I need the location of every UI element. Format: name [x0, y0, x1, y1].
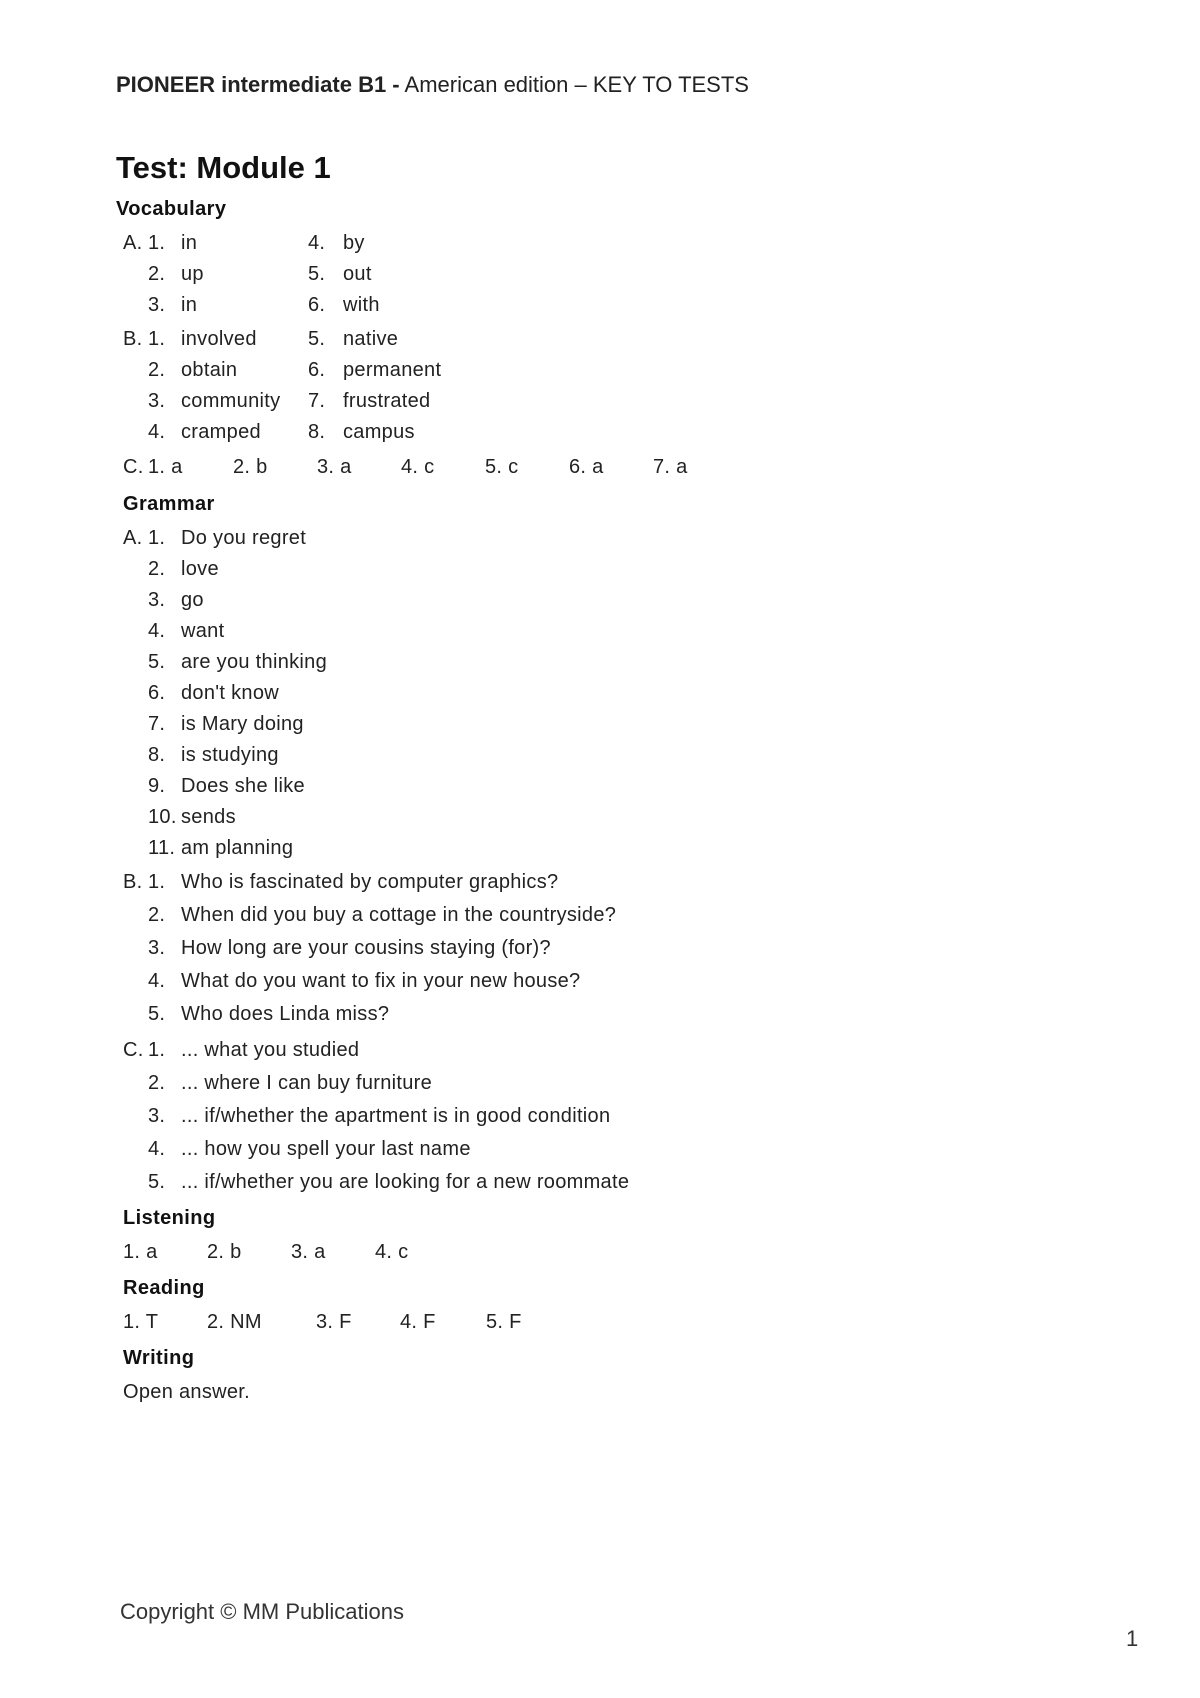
vocab-b-answer-3: community: [181, 390, 281, 412]
grammar-b-num-3: 3.: [148, 937, 166, 959]
grammar-b-answer-5: Who does Linda miss?: [181, 1003, 390, 1025]
vocab-b-answer-1: involved: [181, 328, 257, 350]
reading-answer-1: 1. T: [123, 1311, 159, 1333]
grammar-a-answer-3: go: [181, 589, 204, 611]
vocab-a-answer-4: by: [343, 232, 365, 254]
section-vocabulary-heading: Vocabulary: [116, 198, 227, 220]
vocab-a-num-4: 4.: [308, 232, 326, 254]
grammar-b-answer-4: What do you want to fix in your new house?: [181, 970, 581, 992]
vocab-b-num-7: 7.: [308, 390, 326, 412]
reading-answer-2: 2. NM: [207, 1311, 262, 1333]
vocab-c-answer-7: 7. a: [653, 456, 688, 478]
vocab-b-num-5: 5.: [308, 328, 326, 350]
grammar-a-num-5: 5.: [148, 651, 166, 673]
writing-answer: Open answer.: [123, 1381, 251, 1403]
page-number: 1: [1126, 1626, 1139, 1651]
reading-answer-4: 4. F: [400, 1311, 436, 1333]
vocab-a-answer-1: in: [181, 232, 198, 254]
grammar-c-num-5: 5.: [148, 1171, 166, 1193]
grammar-a-answer-2: love: [181, 558, 219, 580]
vocab-a-num-3: 3.: [148, 294, 166, 316]
vocab-b-answer-8: campus: [343, 421, 415, 443]
grammar-a-answer-1: Do you regret: [181, 527, 307, 549]
vocab-b-answer-6: permanent: [343, 359, 442, 381]
grammar-c-answer-1: ... what you studied: [181, 1039, 360, 1061]
grammar-a-answer-7: is Mary doing: [181, 713, 304, 735]
vocab-b-num-6: 6.: [308, 359, 326, 381]
vocab-b-answer-4: cramped: [181, 421, 261, 443]
vocab-b-num-4: 4.: [148, 421, 166, 443]
grammar-b-num-2: 2.: [148, 904, 166, 926]
header-bold: PIONEER intermediate B1 -: [116, 72, 400, 97]
vocab-a-num-6: 6.: [308, 294, 326, 316]
listening-answer-4: 4. c: [375, 1241, 409, 1263]
vocab-c-answer-3: 3. a: [317, 456, 352, 478]
vocab-a-answer-3: in: [181, 294, 198, 316]
grammar-b-num-4: 4.: [148, 970, 166, 992]
vocab-b-num-8: 8.: [308, 421, 326, 443]
grammar-a-answer-5: are you thinking: [181, 651, 328, 673]
header-rest: American edition – KEY TO TESTS: [399, 72, 749, 97]
vocab-b-answer-5: native: [343, 328, 399, 350]
vocab-c-answer-2: 2. b: [233, 456, 268, 478]
vocab-b-num-1: 1.: [148, 328, 166, 350]
grammar-b-answer-2: When did you buy a cottage in the countryside?: [181, 904, 617, 926]
vocab-a-num-2: 2.: [148, 263, 166, 285]
vocab-b-answer-2: obtain: [181, 359, 238, 381]
grammar-c-answer-3: ... if/whether the apartment is in good condition: [181, 1105, 611, 1127]
grammar-a-num-11: 11.: [148, 837, 176, 859]
grammar-b-answer-1: Who is fascinated by computer graphics?: [181, 871, 559, 893]
grammar-a-num-7: 7.: [148, 713, 166, 735]
vocab-c-answer-4: 4. c: [401, 456, 435, 478]
grammar-c-label: C.: [123, 1039, 144, 1061]
listening-answer-3: 3. a: [291, 1241, 326, 1263]
copyright-notice: Copyright © MM Publications: [120, 1599, 404, 1624]
grammar-c-num-2: 2.: [148, 1072, 166, 1094]
page-title: Test: Module 1: [116, 150, 331, 185]
grammar-a-answer-8: is studying: [181, 744, 279, 766]
grammar-a-num-9: 9.: [148, 775, 166, 797]
reading-answer-5: 5. F: [486, 1311, 522, 1333]
grammar-a-num-3: 3.: [148, 589, 166, 611]
grammar-c-num-1: 1.: [148, 1039, 166, 1061]
grammar-c-answer-4: ... how you spell your last name: [181, 1138, 471, 1160]
grammar-b-num-5: 5.: [148, 1003, 166, 1025]
vocab-a-label: A.: [123, 232, 143, 254]
vocab-b-num-3: 3.: [148, 390, 166, 412]
vocab-c-label: C.: [123, 456, 144, 478]
grammar-b-num-1: 1.: [148, 871, 166, 893]
grammar-a-num-4: 4.: [148, 620, 166, 642]
grammar-a-num-1: 1.: [148, 527, 166, 549]
grammar-a-answer-10: sends: [181, 806, 236, 828]
grammar-a-answer-11: am planning: [181, 837, 294, 859]
listening-answer-2: 2. b: [207, 1241, 242, 1263]
section-writing-heading: Writing: [123, 1347, 195, 1369]
listening-answer-1: 1. a: [123, 1241, 158, 1263]
grammar-a-answer-4: want: [181, 620, 225, 642]
grammar-c-num-3: 3.: [148, 1105, 166, 1127]
grammar-a-num-2: 2.: [148, 558, 166, 580]
grammar-a-num-8: 8.: [148, 744, 166, 766]
vocab-a-answer-2: up: [181, 263, 204, 285]
section-listening-heading: Listening: [123, 1207, 216, 1229]
vocab-c-answer-5: 5. c: [485, 456, 519, 478]
vocab-a-answer-5: out: [343, 263, 372, 285]
grammar-a-num-10: 10.: [148, 806, 177, 828]
section-reading-heading: Reading: [123, 1277, 205, 1299]
grammar-a-label: A.: [123, 527, 143, 549]
grammar-c-answer-5: ... if/whether you are looking for a new roommate: [181, 1171, 630, 1193]
document-header: [116, 72, 749, 98]
vocab-c-answer-6: 6. a: [569, 456, 604, 478]
vocab-b-answer-7: frustrated: [343, 390, 431, 412]
grammar-c-answer-2: ... where I can buy furniture: [181, 1072, 433, 1094]
reading-answer-3: 3. F: [316, 1311, 352, 1333]
grammar-b-answer-3: How long are your cousins staying (for)?: [181, 937, 551, 959]
grammar-a-answer-6: don't know: [181, 682, 279, 704]
vocab-c-answer-1: 1. a: [148, 456, 183, 478]
vocab-a-answer-6: with: [343, 294, 380, 316]
grammar-a-answer-9: Does she like: [181, 775, 305, 797]
vocab-b-label: B.: [123, 328, 143, 350]
vocab-a-num-1: 1.: [148, 232, 166, 254]
grammar-b-label: B.: [123, 871, 143, 893]
grammar-a-num-6: 6.: [148, 682, 166, 704]
vocab-a-num-5: 5.: [308, 263, 326, 285]
vocab-b-num-2: 2.: [148, 359, 166, 381]
section-grammar-heading: Grammar: [123, 493, 215, 515]
grammar-c-num-4: 4.: [148, 1138, 166, 1160]
